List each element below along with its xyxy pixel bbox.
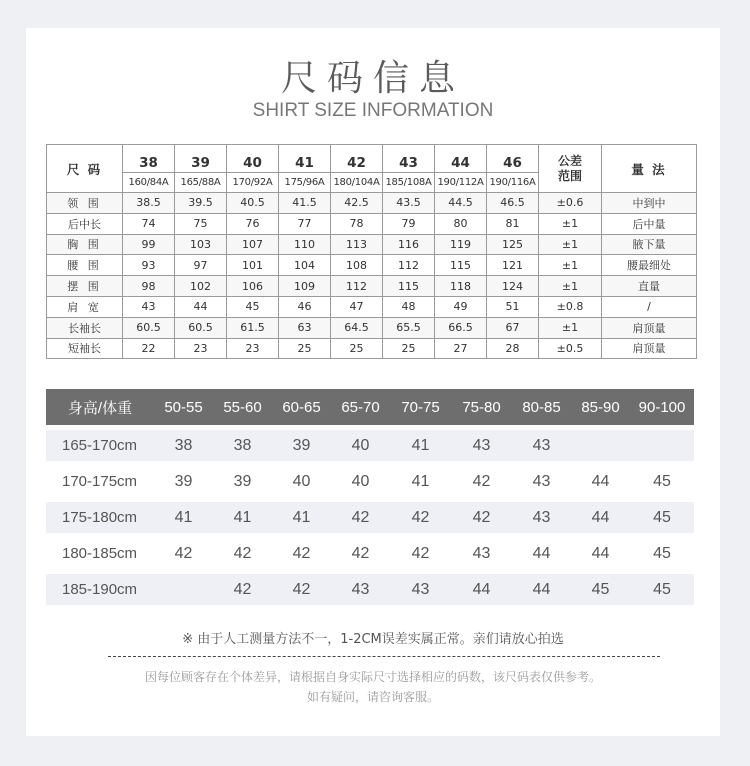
measurement-note: ※ 由于人工测量方法不一，1-2CM误差实属正常。亲们请放心拍选	[182, 632, 564, 647]
measurement-label: 领 围	[47, 193, 123, 214]
recommended-size-cell: 43	[331, 574, 390, 605]
bust-code-cell: 160/84A	[123, 173, 175, 193]
size-header-cell: 46	[487, 145, 539, 173]
recommended-size-cell: 40	[351, 472, 370, 490]
recommended-size-cell: 43	[451, 430, 512, 461]
recommended-size-cell: 41	[390, 430, 451, 461]
measurement-value: 46.5	[487, 193, 539, 214]
weight-range-header: 65-70	[331, 389, 390, 425]
bust-code-cell: 190/112A	[435, 173, 487, 193]
size-header-cell: 43	[383, 145, 435, 173]
measurement-value: 75	[175, 213, 227, 234]
measurement-value: 61.5	[227, 317, 279, 338]
measurement-value: 64.5	[331, 317, 383, 338]
measurement-value: 39.5	[175, 193, 227, 214]
recommended-size-cell: 39	[233, 472, 252, 490]
measurement-label: 摆 围	[47, 276, 123, 297]
recommended-size-cell: 42	[292, 544, 311, 562]
weight-range-header: 60-65	[272, 389, 331, 425]
measurement-value: 77	[279, 213, 331, 234]
dashed-divider	[108, 656, 660, 657]
tolerance-value: ±0.8	[539, 296, 602, 317]
recommended-size-cell: 45	[653, 472, 671, 490]
method-header: 量 法	[602, 145, 697, 193]
recommended-size-cell	[630, 430, 694, 461]
measurement-value: 79	[383, 213, 435, 234]
weight-range-header: 80-85	[512, 389, 571, 425]
recommended-size-cell: 42	[331, 502, 390, 533]
measurement-label: 腰 围	[47, 255, 123, 276]
method-value: 后中量	[602, 213, 697, 234]
size-table-row	[47, 213, 697, 234]
size-header-cell: 38	[123, 145, 175, 173]
size-table-row	[47, 317, 697, 338]
disclaimer-text: 因每位顾客存在个体差异，请根据自身实际尺寸选择相应的码数，该尺码表仅供参考。	[144, 670, 601, 684]
measurement-value: 93	[123, 255, 175, 276]
measurement-value: 44	[175, 296, 227, 317]
measurement-value: 81	[487, 213, 539, 234]
recommended-size-cell: 41	[213, 502, 272, 533]
size-header-cell: 40	[227, 145, 279, 173]
size-table-row	[47, 255, 697, 276]
bust-code-cell: 185/108A	[383, 173, 435, 193]
measurement-value: 60.5	[175, 317, 227, 338]
measurement-value: 67	[487, 317, 539, 338]
measurement-value: 74	[123, 213, 175, 234]
weight-range-header: 75-80	[451, 389, 512, 425]
recommended-size-cell: 39	[174, 472, 193, 490]
measurement-value: 108	[331, 255, 383, 276]
recommended-size-cell: 45	[630, 574, 694, 605]
method-value: 肩顶量	[602, 338, 697, 359]
recommended-size-cell: 44	[532, 544, 551, 562]
recommended-size-cell: 42	[272, 574, 331, 605]
bust-code-cell: 190/116A	[487, 173, 539, 193]
method-value: /	[602, 296, 697, 317]
recommended-size-cell: 43	[512, 502, 571, 533]
measurement-value: 98	[123, 276, 175, 297]
measurement-label: 肩 宽	[47, 296, 123, 317]
recommended-size-cell: 38	[154, 430, 213, 461]
size-info-panel	[26, 28, 720, 736]
recommended-size-cell: 42	[411, 544, 430, 562]
recommend-row	[46, 502, 694, 533]
measurement-label: 胸 围	[47, 234, 123, 255]
tolerance-value: ±1	[539, 255, 602, 276]
recommend-row	[46, 574, 694, 605]
size-table-row	[47, 193, 697, 214]
recommended-size-cell: 44	[512, 574, 571, 605]
measurement-value: 125	[487, 234, 539, 255]
size-table-row	[47, 234, 697, 255]
tolerance-value: ±1	[539, 234, 602, 255]
height-weight-header: 身高/体重	[46, 389, 154, 425]
measurement-value: 107	[227, 234, 279, 255]
measurement-value: 25	[279, 338, 331, 359]
height-range-cell: 165-170cm	[46, 430, 154, 461]
tolerance-value: ±0.5	[539, 338, 602, 359]
measurement-value: 101	[227, 255, 279, 276]
recommended-size-cell: 45	[571, 574, 630, 605]
measurement-value: 112	[383, 255, 435, 276]
measurement-value: 40.5	[227, 193, 279, 214]
measurement-value: 25	[383, 338, 435, 359]
measurement-value: 66.5	[435, 317, 487, 338]
tolerance-value: ±1	[539, 317, 602, 338]
method-value: 中到中	[602, 193, 697, 214]
measurement-value: 112	[331, 276, 383, 297]
measurement-value: 23	[175, 338, 227, 359]
measurement-value: 43	[123, 296, 175, 317]
recommended-size-cell: 40	[292, 472, 311, 490]
recommend-row	[46, 430, 694, 461]
page-title: 尺码信息	[280, 58, 465, 99]
recommended-size-cell: 42	[451, 502, 512, 533]
measurement-value: 45	[227, 296, 279, 317]
tolerance-value: ±0.6	[539, 193, 602, 214]
measurement-value: 119	[435, 234, 487, 255]
size-chart-table	[46, 144, 697, 359]
method-value: 肩顶量	[602, 317, 697, 338]
recommended-size-cell: 41	[411, 472, 430, 490]
recommended-size-cell: 44	[451, 574, 512, 605]
recommended-size-cell: 40	[331, 430, 390, 461]
measurement-value: 102	[175, 276, 227, 297]
measurement-value: 63	[279, 317, 331, 338]
measurement-value: 116	[383, 234, 435, 255]
measurement-value: 46	[279, 296, 331, 317]
size-corner-label: 尺 码	[47, 145, 123, 193]
recommended-size-cell: 42	[213, 574, 272, 605]
bust-code-cell: 170/92A	[227, 173, 279, 193]
bust-code-cell: 175/96A	[279, 173, 331, 193]
size-header-cell: 41	[279, 145, 331, 173]
measurement-value: 78	[331, 213, 383, 234]
method-value: 直量	[602, 276, 697, 297]
page-subtitle: SHIRT SIZE INFORMATION	[252, 100, 494, 121]
measurement-value: 42.5	[331, 193, 383, 214]
measurement-value: 104	[279, 255, 331, 276]
weight-range-header: 85-90	[571, 389, 630, 425]
measurement-value: 124	[487, 276, 539, 297]
measurement-value: 43.5	[383, 193, 435, 214]
weight-range-header: 50-55	[154, 389, 213, 425]
weight-range-header: 90-100	[630, 389, 694, 425]
size-header-cell: 44	[435, 145, 487, 173]
recommend-row	[46, 466, 694, 497]
measurement-value: 60.5	[123, 317, 175, 338]
measurement-value: 97	[175, 255, 227, 276]
recommended-size-cell: 44	[591, 472, 610, 490]
bust-code-cell: 180/104A	[331, 173, 383, 193]
recommended-size-cell: 41	[154, 502, 213, 533]
measurement-value: 115	[435, 255, 487, 276]
measurement-value: 49	[435, 296, 487, 317]
height-range-cell: 180-185cm	[62, 545, 138, 562]
size-header-cell: 42	[331, 145, 383, 173]
contact-text: 如有疑问，请咨询客服。	[306, 690, 439, 704]
measurement-value: 51	[487, 296, 539, 317]
recommended-size-cell: 41	[272, 502, 331, 533]
recommended-size-cell: 44	[571, 502, 630, 533]
height-range-cell: 170-175cm	[62, 473, 138, 490]
measurement-value: 28	[487, 338, 539, 359]
tolerance-value: ±1	[539, 276, 602, 297]
measurement-value: 38.5	[123, 193, 175, 214]
measurement-value: 47	[331, 296, 383, 317]
recommended-size-cell	[154, 574, 213, 605]
tolerance-value: ±1	[539, 213, 602, 234]
recommended-size-cell: 44	[591, 544, 610, 562]
recommended-size-cell: 43	[472, 544, 491, 562]
bust-code-cell: 165/88A	[175, 173, 227, 193]
measurement-value: 44.5	[435, 193, 487, 214]
size-header-cell: 39	[175, 145, 227, 173]
recommended-size-cell: 42	[472, 472, 491, 490]
measurement-value: 80	[435, 213, 487, 234]
size-header-row	[47, 145, 697, 173]
measurement-value: 23	[227, 338, 279, 359]
recommended-size-cell: 42	[233, 544, 252, 562]
measurement-value: 110	[279, 234, 331, 255]
recommended-size-cell: 45	[630, 502, 694, 533]
measurement-value: 118	[435, 276, 487, 297]
recommended-size-cell: 43	[532, 472, 551, 490]
weight-range-header: 55-60	[213, 389, 272, 425]
size-table-row	[47, 296, 697, 317]
measurement-value: 106	[227, 276, 279, 297]
tolerance-header: 公差 范围	[539, 145, 602, 193]
recommended-size-cell: 38	[213, 430, 272, 461]
measurement-value: 65.5	[383, 317, 435, 338]
recommended-size-cell: 42	[174, 544, 193, 562]
size-table-row	[47, 338, 697, 359]
measurement-label: 短袖长	[47, 338, 123, 359]
measurement-label: 后中长	[47, 213, 123, 234]
recommended-size-cell: 45	[653, 544, 671, 562]
recommended-size-cell: 42	[351, 544, 370, 562]
measurement-value: 99	[123, 234, 175, 255]
measurement-value: 27	[435, 338, 487, 359]
recommended-size-cell: 43	[390, 574, 451, 605]
recommended-size-cell: 42	[390, 502, 451, 533]
method-value: 腰最细处	[602, 255, 697, 276]
recommended-size-cell: 39	[272, 430, 331, 461]
measurement-value: 76	[227, 213, 279, 234]
height-range-cell: 175-180cm	[46, 502, 154, 533]
measurement-value: 113	[331, 234, 383, 255]
recommended-size-cell: 43	[512, 430, 571, 461]
measurement-label: 长袖长	[47, 317, 123, 338]
recommended-size-cell	[571, 430, 630, 461]
size-recommendation-table	[46, 384, 694, 610]
measurement-value: 25	[331, 338, 383, 359]
measurement-value: 41.5	[279, 193, 331, 214]
weight-range-header: 70-75	[390, 389, 451, 425]
measurement-value: 48	[383, 296, 435, 317]
measurement-value: 22	[123, 338, 175, 359]
height-range-cell: 185-190cm	[46, 574, 154, 605]
size-table-row	[47, 276, 697, 297]
measurement-value: 121	[487, 255, 539, 276]
method-value: 腋下量	[602, 234, 697, 255]
measurement-value: 103	[175, 234, 227, 255]
measurement-value: 115	[383, 276, 435, 297]
measurement-value: 109	[279, 276, 331, 297]
recommend-row	[46, 538, 694, 569]
